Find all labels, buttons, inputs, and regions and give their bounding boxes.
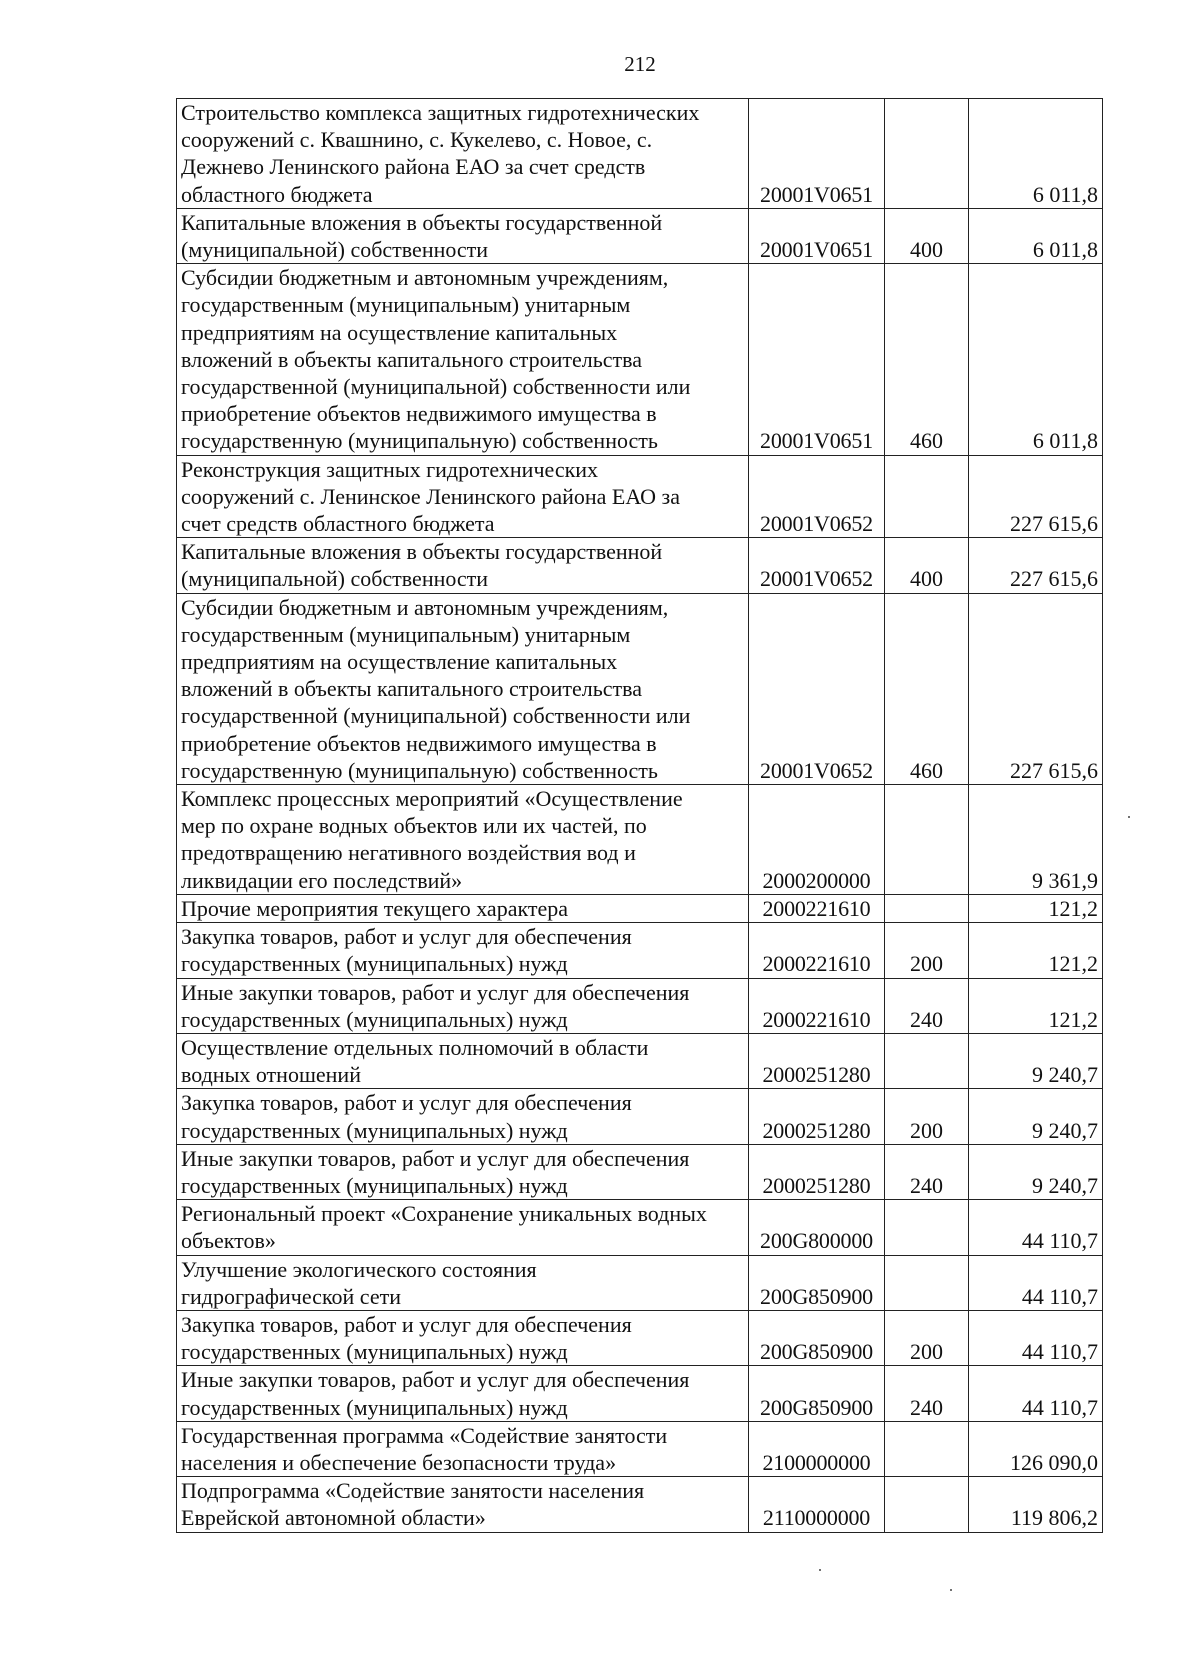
table-row (177, 1366, 1103, 1421)
amount-cell: 6 011,8 (969, 264, 1103, 455)
target-code-cell: 20001V0651 (749, 264, 885, 455)
expense-type-cell (885, 455, 969, 538)
expense-type-cell: 200 (885, 1310, 969, 1365)
description-cell: Иные закупки товаров, работ и услуг для обеспечения государственных (муниципальных) нужд (177, 1144, 749, 1199)
table-row (177, 1089, 1103, 1144)
amount-cell: 44 110,7 (969, 1310, 1103, 1365)
target-code-cell: 2000251280 (749, 1144, 885, 1199)
expense-type-cell: 460 (885, 264, 969, 455)
expense-type-cell: 460 (885, 593, 969, 784)
description-cell: Комплекс процессных мероприятий «Осуществление мер по охране водных объектов или их частей, по предотвращению негативного воздействия вод и ликвидации его последствий» (177, 785, 749, 895)
target-code-cell: 20001V0651 (749, 208, 885, 263)
expense-type-cell: 200 (885, 1089, 969, 1144)
expense-type-cell: 400 (885, 208, 969, 263)
expense-type-cell (885, 1033, 969, 1088)
expense-type-cell: 240 (885, 978, 969, 1033)
budget-table-body (177, 99, 1103, 1533)
description-cell: Закупка товаров, работ и услуг для обеспечения государственных (муниципальных) нужд (177, 1310, 749, 1365)
amount-cell: 126 090,0 (969, 1421, 1103, 1476)
amount-cell: 121,2 (969, 894, 1103, 922)
table-row (177, 455, 1103, 538)
target-code-cell: 20001V0652 (749, 455, 885, 538)
table-row (177, 593, 1103, 784)
scan-speck (1128, 816, 1130, 818)
table-row (177, 99, 1103, 209)
target-code-cell: 2100000000 (749, 1421, 885, 1476)
table-row (177, 785, 1103, 895)
table-row (177, 1144, 1103, 1199)
table-row (177, 1477, 1103, 1532)
amount-cell: 121,2 (969, 978, 1103, 1033)
description-cell: Капитальные вложения в объекты государственной (муниципальной) собственности (177, 208, 749, 263)
expense-type-cell (885, 1477, 969, 1532)
table-row (177, 978, 1103, 1033)
target-code-cell: 200G850900 (749, 1255, 885, 1310)
table-row (177, 1421, 1103, 1476)
description-cell: Улучшение экологического состояния гидрографической сети (177, 1255, 749, 1310)
table-row (177, 208, 1103, 263)
description-cell: Субсидии бюджетным и автономным учреждениям, государственным (муниципальным) унитарным предприятиям на осуществление капитальных вложений в объекты капитального строительства государственной (муниципальной) собственности или приобретение объектов недвижимого имущества в государственную (муниципальную) собственность (177, 264, 749, 455)
expense-type-cell (885, 894, 969, 922)
expense-type-cell: 200 (885, 923, 969, 978)
target-code-cell: 2000251280 (749, 1089, 885, 1144)
target-code-cell: 200G800000 (749, 1200, 885, 1255)
description-cell: Закупка товаров, работ и услуг для обеспечения государственных (муниципальных) нужд (177, 923, 749, 978)
target-code-cell: 200G850900 (749, 1310, 885, 1365)
scan-speck (950, 1589, 952, 1591)
description-cell: Региональный проект «Сохранение уникальных водных объектов» (177, 1200, 749, 1255)
expense-type-cell (885, 785, 969, 895)
description-cell: Иные закупки товаров, работ и услуг для обеспечения государственных (муниципальных) нужд (177, 978, 749, 1033)
target-code-cell: 2000221610 (749, 923, 885, 978)
expense-type-cell (885, 1255, 969, 1310)
amount-cell: 6 011,8 (969, 99, 1103, 209)
description-cell: Реконструкция защитных гидротехнических сооружений с. Ленинское Ленинского района ЕАО за счет средств областного бюджета (177, 455, 749, 538)
amount-cell: 227 615,6 (969, 538, 1103, 593)
table-row (177, 894, 1103, 922)
amount-cell: 227 615,6 (969, 593, 1103, 784)
description-cell: Осуществление отдельных полномочий в области водных отношений (177, 1033, 749, 1088)
expense-type-cell: 400 (885, 538, 969, 593)
amount-cell: 44 110,7 (969, 1255, 1103, 1310)
target-code-cell: 2000221610 (749, 978, 885, 1033)
amount-cell: 227 615,6 (969, 455, 1103, 538)
description-cell: Капитальные вложения в объекты государственной (муниципальной) собственности (177, 538, 749, 593)
description-cell: Субсидии бюджетным и автономным учреждениям, государственным (муниципальным) унитарным предприятиям на осуществление капитальных вложений в объекты капитального строительства государственной (муниципальной) собственности или приобретение объектов недвижимого имущества в государственную (муниципальную) собственность (177, 593, 749, 784)
scan-speck (819, 1569, 821, 1571)
table-row (177, 1033, 1103, 1088)
description-cell: Иные закупки товаров, работ и услуг для обеспечения государственных (муниципальных) нужд (177, 1366, 749, 1421)
target-code-cell: 2110000000 (749, 1477, 885, 1532)
amount-cell: 9 361,9 (969, 785, 1103, 895)
amount-cell: 9 240,7 (969, 1089, 1103, 1144)
budget-table (176, 98, 1103, 1533)
target-code-cell: 20001V0652 (749, 538, 885, 593)
description-cell: Закупка товаров, работ и услуг для обеспечения государственных (муниципальных) нужд (177, 1089, 749, 1144)
page-number: 212 (624, 52, 656, 76)
target-code-cell: 2000251280 (749, 1033, 885, 1088)
amount-cell: 121,2 (969, 923, 1103, 978)
table-row (177, 538, 1103, 593)
amount-cell: 9 240,7 (969, 1033, 1103, 1088)
description-cell: Строительство комплекса защитных гидротехнических сооружений с. Квашнино, с. Кукелево, с. Новое, с. Дежнево Ленинского района ЕАО за счет средств областного бюджета (177, 99, 749, 209)
target-code-cell: 2000221610 (749, 894, 885, 922)
table-row (177, 923, 1103, 978)
description-cell: Государственная программа «Содействие занятости населения и обеспечение безопасности труда» (177, 1421, 749, 1476)
expense-type-cell (885, 1421, 969, 1476)
expense-type-cell (885, 99, 969, 209)
table-row (177, 1255, 1103, 1310)
target-code-cell: 200G850900 (749, 1366, 885, 1421)
description-cell: Подпрограмма «Содействие занятости населения Еврейской автономной области» (177, 1477, 749, 1532)
target-code-cell: 20001V0652 (749, 593, 885, 784)
amount-cell: 9 240,7 (969, 1144, 1103, 1199)
amount-cell: 44 110,7 (969, 1366, 1103, 1421)
table-row (177, 264, 1103, 455)
target-code-cell: 2000200000 (749, 785, 885, 895)
table-row (177, 1200, 1103, 1255)
amount-cell: 44 110,7 (969, 1200, 1103, 1255)
target-code-cell: 20001V0651 (749, 99, 885, 209)
expense-type-cell: 240 (885, 1366, 969, 1421)
table-row (177, 1310, 1103, 1365)
description-cell: Прочие мероприятия текущего характера (177, 894, 749, 922)
expense-type-cell (885, 1200, 969, 1255)
amount-cell: 119 806,2 (969, 1477, 1103, 1532)
expense-type-cell: 240 (885, 1144, 969, 1199)
amount-cell: 6 011,8 (969, 208, 1103, 263)
